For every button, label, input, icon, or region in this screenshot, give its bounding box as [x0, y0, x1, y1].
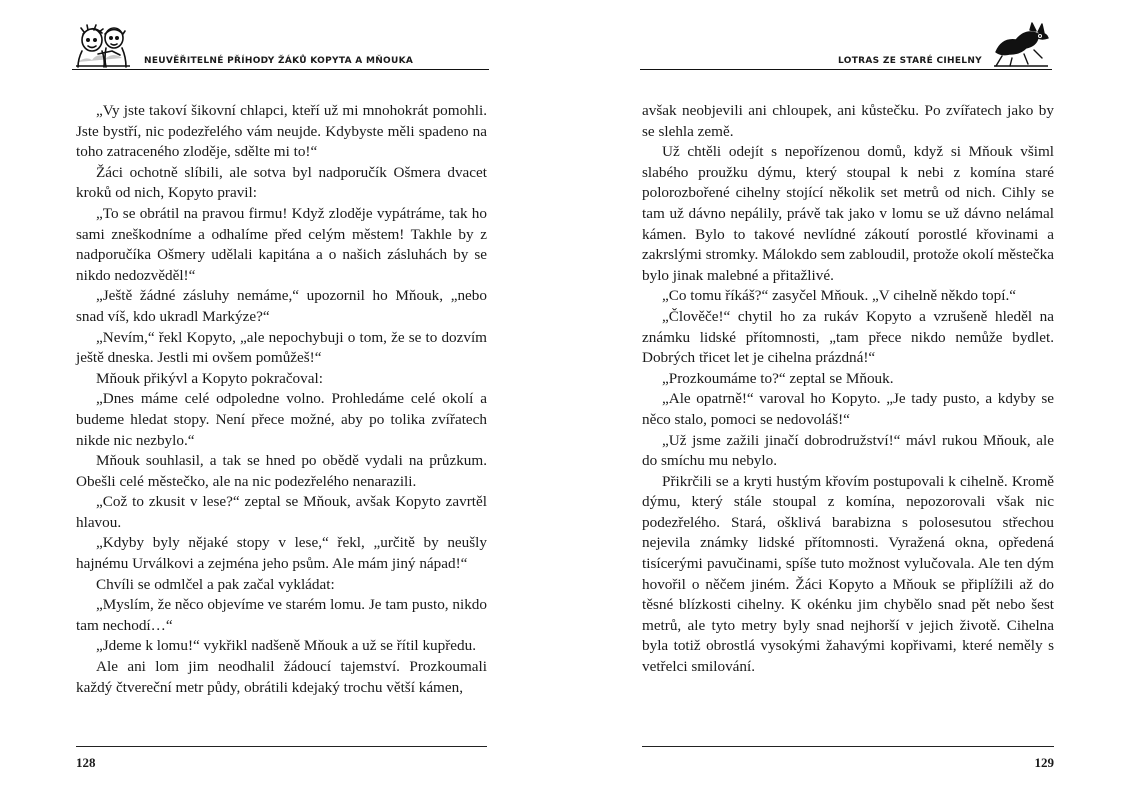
paragraph: „Ještě žádné zásluhy nemáme,“ upozornil ho Mňouk, „nebo snad víš, kdo ukradl Markýze?“ [76, 287, 487, 325]
paragraph: Mňouk přikývl a Kopyto pokračoval: [96, 369, 323, 387]
two-boys-illustration-icon [72, 22, 134, 68]
paragraph: Chvíli se odmlčel a pak začal vykládat: [96, 575, 335, 593]
body-text [76, 101, 487, 698]
paragraph: Mňouk souhlasil, a tak se hned po obědě vydali na průzkum. Obešli celé městečko, ale na nic podezřelého nenarazili. [76, 452, 487, 490]
body-text [642, 101, 1054, 678]
page-number: 128 [76, 755, 96, 770]
right-page-footer [642, 746, 1054, 776]
paragraph: „Nevím,“ řekl Kopyto, „ale nepochybuji o tom, že se to dozvím ještě dneska. Jestli mi ovšem pomůžeš!“ [76, 328, 487, 367]
right-page [562, 0, 1125, 800]
paragraph: Přikrčili se a kryti hustým křovím postupovali k cihelně. Kromě dýmu, který stále stoupal z komína, nepozorovali však nic podezřelého. Stará, ošklivá barabizna s polosesutou střechou nejevila známky lidské přítomnosti. Vyražená okna, opředená tisícerými pavučinami, spíše tuto možnost vylučovala. Ale ten dým hovořil o něčem jiném. Žáci Kopyto a Mňouk se připlížili až do těsné blízkosti cihelny. K okénku jim chybělo snad pět nebo šest metrů, ale tyto metry byly snad nejhorší v jejich životě. Cihelna byla totiž obrostlá vysokými žahavými kopřivami, které neměly s vetřelci smilování. [642, 472, 1054, 676]
footer-rule [642, 746, 1054, 747]
paragraph: „Člověče!“ chytil ho za rukáv Kopyto a vzrušeně hleděl na známku lidské přítomnosti, „tam přece nikdo nemůže bydlet. Dobrých třicet let je cihelna prázdná!“ [642, 307, 1054, 367]
paragraph: „Prozkoumáme to?“ zeptal se Mňouk. [662, 369, 894, 387]
paragraph: „To se obrátil na pravou firmu! Když zloděje vypátráme, tak ho sami zneškodníme a odhalíme před celým městem! Takhle by z nadporučíka Ošmery udělali kapitána a o našich zásluhách by se nikdo nedozvěděl!“ [76, 204, 487, 284]
header-rule [72, 69, 489, 70]
paragraph: „Dnes máme celé odpoledne volno. Prohledáme celé okolí a budeme hledat stopy. Není přece možné, aby po tolika zvířatech nikde nic nezbylo.“ [76, 390, 487, 449]
paragraph: Ale ani lom jim neodhalil žádoucí tajemství. Prozkoumali každý čtvereční metr půdy, obrátili kdejaký trochu větší kámen, [76, 658, 487, 696]
footer-rule [76, 746, 487, 747]
paragraph: „Jdeme k lomu!“ vykřikl nadšeně Mňouk a už se řítil kupředu. [96, 637, 477, 655]
paragraph: „Vy jste takoví šikovní chlapci, kteří už mi mnohokrát pomohli. Jste bystří, nic podezřelého vám neujde. Kdybyste měli spadeno na toho zatraceného zloděje, sdělte mi to!“ [76, 102, 487, 161]
paragraph: „Což to zkusit v lese?“ zeptal se Mňouk, avšak Kopyto zavrtěl hlavou. [76, 493, 487, 531]
header-rule [640, 69, 1052, 70]
running-head: NEUVĚŘITELNÉ PŘÍHODY ŽÁKŮ KOPYTA A MŇOUKA [144, 56, 414, 66]
creature-illustration-icon [990, 22, 1052, 68]
paragraph: „Ale opatrně!“ varoval ho Kopyto. „Je tady pusto, a kdyby se něco stalo, pomoci se nedovoláš!“ [642, 390, 1054, 428]
left-page-header [72, 20, 489, 70]
running-head: LOTRAS ZE STARÉ CIHELNY [838, 56, 982, 66]
paragraph: „Kdyby byly nějaké stopy v lese,“ řekl, „určitě by neušly hajnému Urválkovi a zejména jeho psům. Ale mám jiný nápad!“ [76, 534, 487, 573]
right-page-header [640, 20, 1052, 70]
paragraph: „Už jsme zažili jinačí dobrodružství!“ mávl rukou Mňouk, ale do smíchu mu nebylo. [642, 431, 1054, 470]
left-page-footer [76, 746, 487, 776]
page-number: 129 [1034, 755, 1054, 770]
paragraph: „Co tomu říkáš?“ zasyčel Mňouk. „V cihelně někdo topí.“ [662, 287, 1016, 305]
paragraph: Už chtěli odejít s nepořízenou domů, když si Mňouk všiml slabého proužku dýmu, který stoupal k nebi z komína staré polorozbořené cihelny stojící několik set metrů od nich. Cihly se tam už dávno nepálily, právě tak jako v lomu se už dávno nelámal kámen. Bylo to takové nevlídné zákoutí porostlé křovinami a zakrslými stromky. Málokdo sem zabloudil, protože okolí městečka bylo jinak malebné a přitažlivé. [642, 143, 1054, 284]
paragraph: Žáci ochotně slíbili, ale sotva byl nadporučík Ošmera dvacet kroků od nich, Kopyto pravil: [76, 163, 487, 202]
paragraph-continuation: avšak neobjevili ani chloupek, ani kůstečku. Po zvířatech jako by se slehla země. [642, 102, 1054, 140]
left-page [0, 0, 562, 800]
paragraph: „Myslím, že něco objevíme ve starém lomu. Je tam pusto, nikdo tam nechodí…“ [76, 596, 487, 634]
